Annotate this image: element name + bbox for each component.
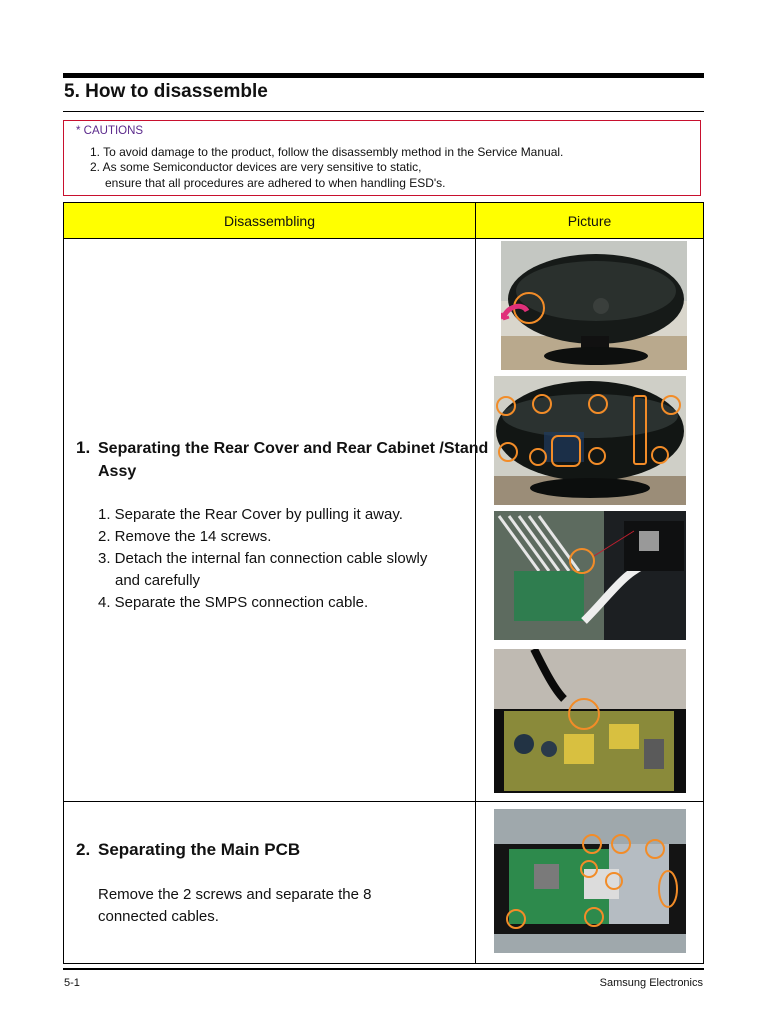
step1-title-line2: Assy <box>98 463 137 480</box>
photo-main-pcb <box>494 809 686 953</box>
top-rule <box>63 73 704 78</box>
cautions-box <box>63 120 701 196</box>
step2-title <box>76 839 300 861</box>
company-name: Samsung Electronics <box>599 977 703 989</box>
step2-number: 2. <box>76 840 91 859</box>
header-picture: Picture <box>567 213 612 229</box>
step1-item-3-cont: and carefully <box>115 572 201 589</box>
header-disassembling: Disassembling <box>223 213 316 229</box>
page-number: 5-1 <box>64 977 80 989</box>
photo-fan-cable <box>494 511 686 640</box>
photo-rear-cover <box>501 241 687 370</box>
step1-title <box>76 437 488 483</box>
step1-item-3: 3. Detach the internal fan connection cable slowly <box>98 550 428 567</box>
caution-line-1: 1. To avoid damage to the product, follow the disassembly method in the Service Manual. <box>90 145 564 159</box>
caution-line-2: 2. As some Semiconductor devices are very sensitive to static, <box>90 160 422 174</box>
step1-item-2: 2. Remove the 14 screws. <box>98 528 272 545</box>
step2-text-1: Remove the 2 screws and separate the 8 <box>98 886 372 903</box>
step1-number: 1. <box>76 438 91 457</box>
caution-line-3: ensure that all procedures are adhered to when handling ESD's. <box>105 176 446 190</box>
photo-rear-screws <box>494 376 686 505</box>
row-divider-right <box>476 801 703 802</box>
step2-title-text: Separating the Main PCB <box>98 840 301 859</box>
title-rule <box>63 111 704 112</box>
column-divider <box>475 203 476 963</box>
step1-item-4: 4. Separate the SMPS connection cable. <box>98 594 369 611</box>
step2-text-2: connected cables. <box>98 908 219 925</box>
footer-rule <box>63 968 704 970</box>
step1-item-1: 1. Separate the Rear Cover by pulling it away. <box>98 506 403 523</box>
cautions-heading: * CAUTIONS <box>76 125 144 137</box>
photo-smps-board <box>494 649 686 793</box>
step1-title-line1: Separating the Rear Cover and Rear Cabinet /Stand <box>98 440 489 457</box>
table-header <box>64 203 703 239</box>
row-divider <box>64 801 475 802</box>
section-title: 5. How to disassemble <box>64 81 268 102</box>
